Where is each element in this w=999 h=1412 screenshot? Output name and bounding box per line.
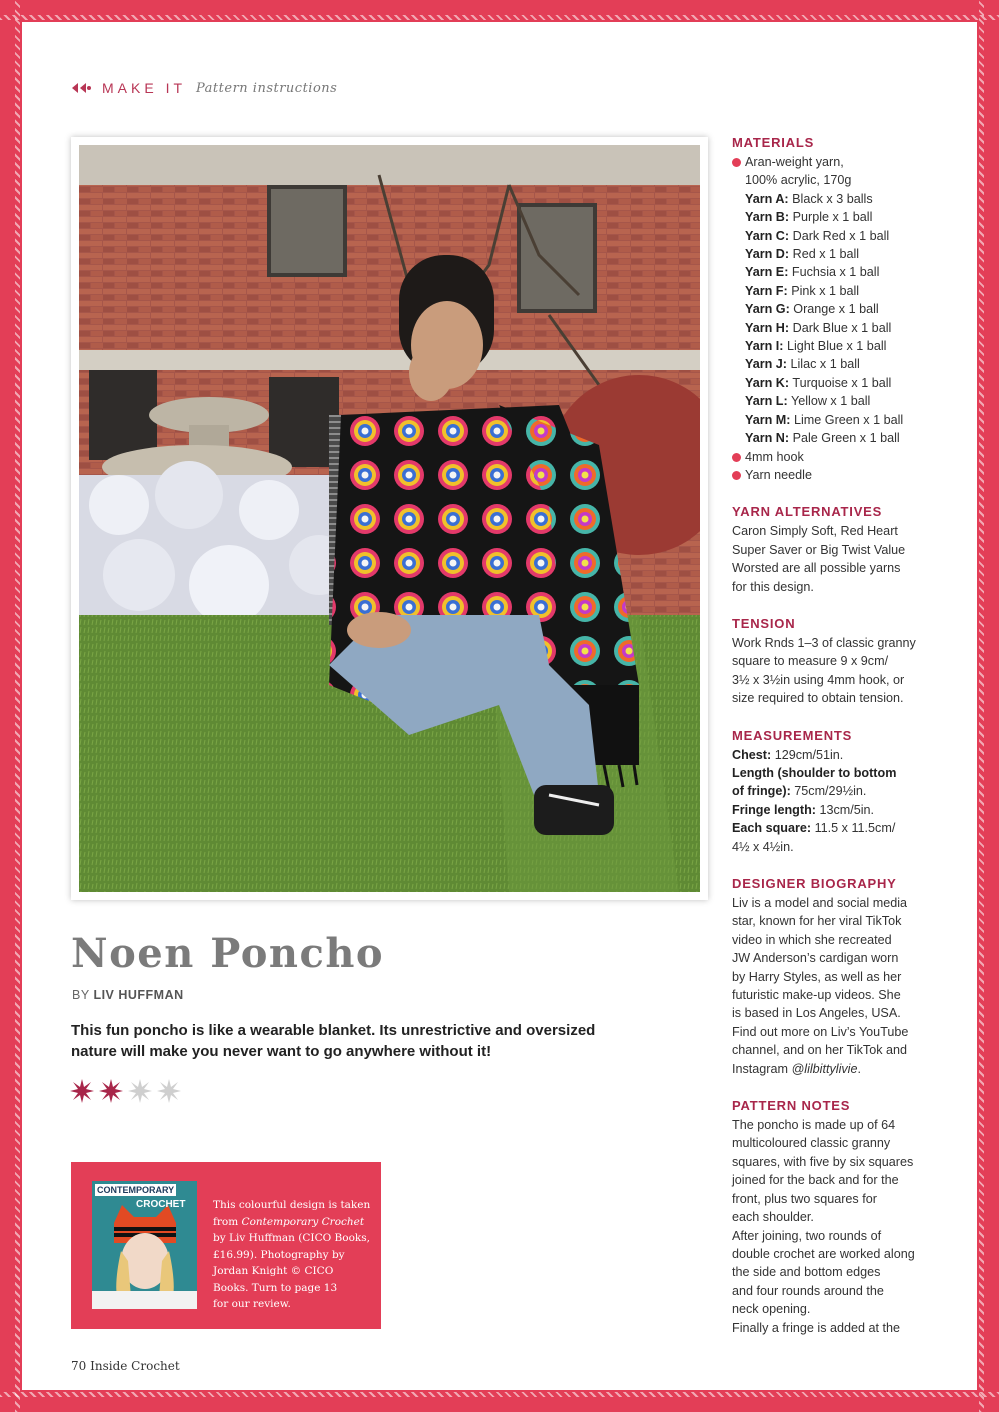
yarn-item: Yarn J: Lilac x 1 ball [745,357,860,372]
alternatives-line: for this design. [732,579,814,594]
yarn-item: Yarn I: Light Blue x 1 ball [745,339,887,354]
section-subtitle: Pattern instructions [196,80,338,96]
measurement-square-in: 4½ x 4½in. [732,839,794,854]
section-title: MAKE IT [102,80,187,96]
promo-book-title: Contemporary Crochet [241,1215,365,1228]
biography-line: Liv is a model and social media [732,896,908,910]
book-cover [92,1181,197,1309]
alternatives-line: Caron Simply Soft, Red Heart [732,524,898,539]
star-filled-icon [99,1079,123,1103]
page-footer [71,1359,180,1373]
yarn-item: Yarn F: Pink x 1 ball [745,283,860,298]
yarn-item: Yarn K: Turquoise x 1 ball [745,375,892,390]
notes-line: After joining, two rounds of [732,1228,882,1243]
promo-line: Jordan Knight © CICO [213,1265,334,1277]
biography-line: is based in Los Angeles, USA. [732,1006,901,1021]
sidebar-column [732,133,932,1337]
promo-line: for our review. [213,1298,291,1310]
yarn-item: Yarn B: Purple x 1 ball [745,210,873,225]
yarn-item: Yarn C: Dark Red x 1 ball [745,228,890,243]
pattern-intro: This fun poncho is like a wearable blanket. Its unrestrictive and oversized nature will make you never want to go anywhere without it! [71,1022,596,1060]
magazine-name: Inside Crochet [90,1359,180,1373]
tension-line: size required to obtain tension. [732,691,904,706]
biography-line: futuristic make-up videos. She [732,988,901,1003]
page [22,22,977,1390]
promo-from: from [213,1215,242,1228]
notes-line: and four rounds around the [732,1283,884,1298]
page-number: 70 [71,1359,87,1373]
promo-line: Books. Turn to page 13 [213,1281,338,1294]
yarn-item: Yarn E: Fuchsia x 1 ball [745,265,880,280]
yarn-item: Yarn D: Red x 1 ball [745,247,860,262]
yarn-item: Yarn G: Orange x 1 ball [745,302,879,317]
notes-line: each shoulder. [732,1210,814,1225]
yarn-item: Yarn A: Black x 3 balls [745,191,873,206]
materials-needle: Yarn needle [732,466,932,484]
tension-heading: TENSION [732,615,796,631]
measurement-fringe: Fringe length: 13cm/5in. [732,802,875,817]
biography-text [732,894,932,1060]
book-promo [71,1162,381,1329]
biography-line: Find out more on Liv’s YouTube [732,1024,909,1039]
tension-line: Work Rnds 1–3 of classic granny [732,635,916,650]
tension-text [732,634,932,708]
star-empty-icon [128,1079,152,1103]
tension-line: square to measure 9 x 9cm/ [732,654,889,669]
biography-line: video in which she recreated [732,932,892,947]
tension-line: 3½ x 3½in using 4mm hook, or [732,672,905,687]
notes-line: Finally a fringe is added at the [732,1320,901,1335]
pattern-notes-text [732,1116,932,1337]
biography-line: star, known for her viral TikTok [732,914,902,929]
yarn-item: Yarn H: Dark Blue x 1 ball [745,320,892,335]
materials-heading: MATERIALS [732,135,815,150]
promo-line: £16.99). Photography by [213,1248,345,1261]
alternatives-line: Super Saver or Big Twist Value [732,542,906,557]
notes-line: front, plus two squares for [732,1191,877,1206]
section-header [72,80,337,96]
notes-line: multicoloured classic granny [732,1136,891,1151]
star-filled-icon [70,1079,94,1103]
measurement-length: of fringe): 75cm/29½in. [732,784,867,799]
instagram-handle: @lilbittylivie [791,1061,858,1076]
designer-name: LIV HUFFMAN [93,988,184,1002]
biography-heading: DESIGNER BIOGRAPHY [732,876,897,891]
alternatives-heading: YARN ALTERNATIVES [732,504,883,520]
arrow-bow-icon [72,82,92,94]
notes-line: The poncho is made up of 64 [732,1118,896,1133]
yarn-list [732,190,932,448]
notes-line: the side and bottom edges [732,1265,881,1280]
cover-title-2: CROCHET [136,1199,186,1210]
promo-line: by Liv Huffman (CICO Books, [213,1232,370,1244]
measurements-heading: MEASUREMENTS [732,727,853,743]
biography-line: by Harry Styles, as well as her [732,969,902,984]
notes-line: squares, with five by six squares [732,1154,914,1169]
yarn-item: Yarn L: Yellow x 1 ball [745,394,871,409]
alternatives-line: Worsted are all possible yarns [732,561,901,576]
promo-text [213,1197,373,1313]
materials-hook: 4mm hook [732,448,932,466]
model-photo [79,145,700,892]
notes-line: neck opening. [732,1302,811,1317]
biography-instagram: Instagram @lilbittylivie. [732,1061,861,1076]
biography-line: JW Anderson’s cardigan worn [732,951,899,966]
alternatives-text [732,522,932,596]
yarn-item: Yarn M: Lime Green x 1 ball [745,412,904,427]
notes-heading: PATTERN NOTES [732,1098,851,1114]
star-empty-icon [157,1079,181,1103]
photo-frame [71,137,708,900]
materials-yarn-line: Aran-weight yarn, [732,153,932,171]
measurement-square: Each square: 11.5 x 11.5cm/ [732,821,896,836]
materials-yarn-line: 100% acrylic, 170g [745,173,852,188]
notes-line: joined for the back and for the [732,1173,899,1188]
yarn-item: Yarn N: Pale Green x 1 ball [745,431,900,446]
pattern-title: Noen Poncho [71,930,385,977]
poncho-photo-illustration [79,145,700,892]
biography-line: channel, and on her TikTok and [732,1043,908,1058]
measurement-length-label: Length (shoulder to bottom [732,765,897,780]
promo-line: This colourful design is taken [213,1199,371,1211]
cover-title-1: CONTEMPORARY [97,1185,175,1195]
notes-line: double crochet are worked along [732,1246,915,1261]
byline [72,988,184,1002]
measurement-chest: Chest: 129cm/51in. [732,747,844,762]
byline-by: BY [72,988,90,1002]
difficulty-rating [70,1079,181,1103]
